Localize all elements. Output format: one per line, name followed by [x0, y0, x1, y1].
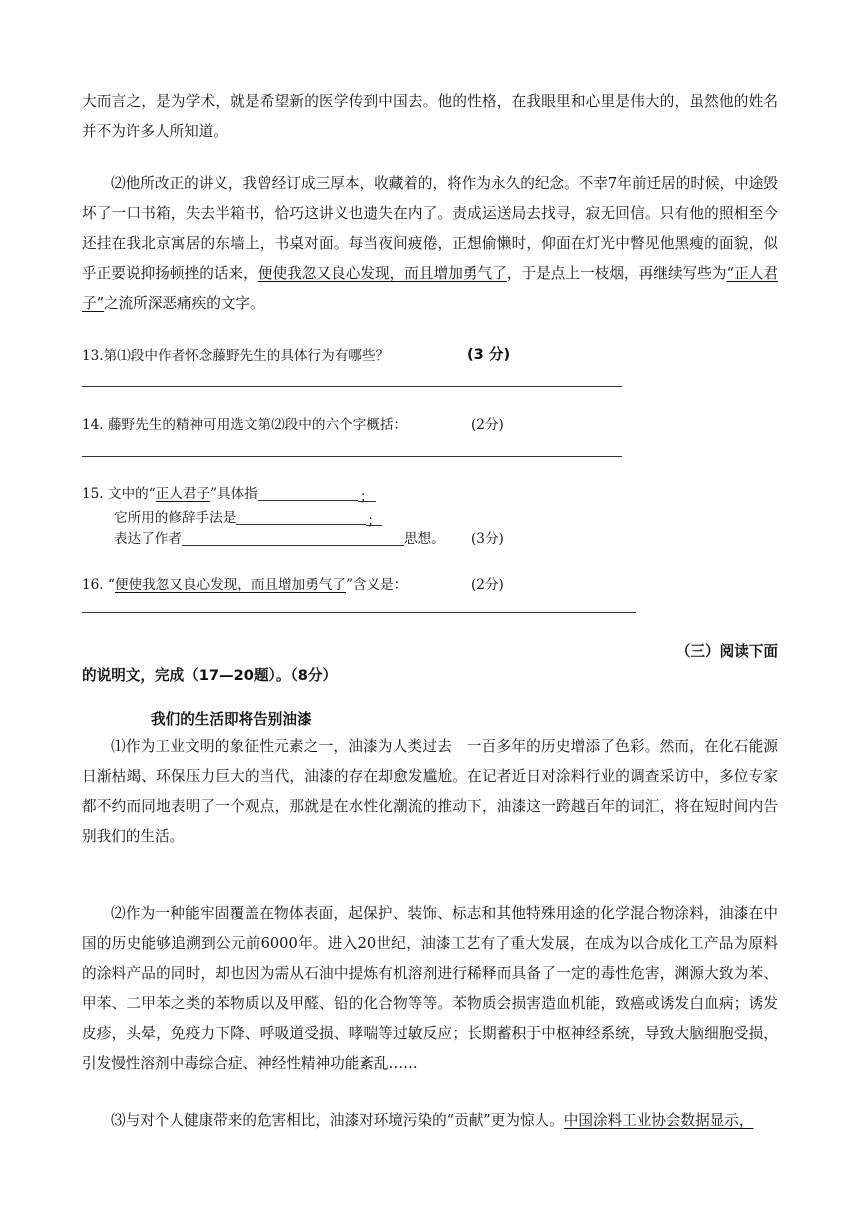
answer-blank-15a[interactable] — [258, 484, 358, 501]
answer-blank-15b[interactable] — [236, 508, 366, 525]
text: 它所用的修辞手法是 — [114, 510, 237, 526]
answer-line-13[interactable] — [82, 386, 622, 387]
paragraph-text: ，于是点上一枝烟，再继续写些为 — [506, 265, 727, 282]
text: ”含义是： — [345, 577, 408, 593]
question-16 — [82, 573, 407, 597]
question-15-line-a — [82, 482, 376, 506]
article-title: 我们的生活即将告别油漆 — [151, 711, 312, 728]
underlined-term: “正人君子” — [82, 265, 778, 312]
underlined-sentence: 便使我忽又良心发现，而且增加勇气了 — [114, 577, 346, 593]
answer-line-14[interactable] — [82, 456, 622, 457]
answer-blank-15c[interactable] — [182, 529, 404, 546]
answer-line-16[interactable] — [82, 612, 636, 613]
question-14-score: (2分) — [471, 417, 504, 433]
semicolon: ； — [358, 485, 376, 502]
section-3-header-part1: （三）阅读下面 — [675, 643, 778, 660]
article-paragraph-1: ⑴作为工业文明的象征性元素之一，油漆为人类过去 一百多年的历史增添了色彩。然而，在化石能源日渐枯竭、环保压力巨大的当代，油漆的存在却愈发尴尬。在记者近日对涂料行业的调查采访中，多位专家都不约而同地表明了一个观点，那就是在水性化潮流的推动下，油漆这一跨越百年的词汇，将在短时间内告别我们的生活。 — [82, 738, 778, 845]
article-paragraph-2: ⑵作为一种能牢固覆盖在物体表面，起保护、装饰、标志和其他特殊用途的化学混合物涂料，油漆在中国的历史能够追溯到公元前6000年。进入20世纪，油漆工艺有了重大发展，在成为以合成化工产品为原料的涂料产品的同时，却也因为需从石油中提炼有机溶剂进行稀释而具备了一定的毒性危害，渊源大致为苯、甲苯、二甲苯之类的苯物质以及甲醛、铅的化合物等等。苯物质会损害造血机能，致癌或诱发白血病；诱发皮疹，头晕，免疫力下降、呼吸道受损、哮喘等过敏反应；长期蓄积于中枢神经系统，导致大脑细胞受损，引发慢性溶剂中毒综合症、神经性精神功能紊乱…… — [82, 905, 778, 1072]
underlined-sentence: 中国涂料工业协会数据显示， — [563, 1112, 754, 1129]
question-13-score: (3 分) — [467, 346, 511, 363]
text: 15. 文中的“ — [82, 486, 156, 502]
passage-paragraph-1-tail — [82, 87, 778, 147]
paragraph-text: ⑶与对个人健康带来的危害相比，油漆对环境污染的“贡献”更为惊人。 — [111, 1112, 564, 1129]
text: 表达了作者 — [114, 531, 182, 547]
passage-paragraph-2 — [82, 169, 778, 319]
question-14: 14. 藤野先生的精神可用选文第⑵段中的六个字概括： — [82, 417, 408, 433]
article-paragraph-3 — [82, 1106, 778, 1136]
paragraph-text: ⑵他所改正的讲义，我曾经订成三厚本，收藏着的，将作为永久的纪念。不幸7年前迁居的时候，中途毁坏了一口书箱，失去半箱书，恰巧这讲义也遗失在内了。责成运送局去找寻，寂无回信。只有他的照相至今还挂在我北京寓居的东墙上，书桌对面。每当夜间疲倦，正想偷懒时，仰面在灯光中瞥见他黑瘦的面貌，似乎正要说抑扬顿挫的话来， — [82, 175, 778, 282]
question-15-score: (3分) — [471, 531, 504, 547]
question-16-score: (2分) — [471, 577, 504, 593]
question-13: 13.第⑴段中作者怀念藤野先生的具体行为有哪些？ — [82, 348, 390, 364]
underlined-sentence: 便使我忽又良心发现，而且增加勇气了 — [257, 265, 507, 282]
text: ”具体指 — [210, 486, 258, 502]
paragraph-text: 大而言之，是为学术，就是希望新的医学传到中国去。他的性格，在我眼里和心里是伟大的，虽然他的姓名并不为许多人所知道。 — [82, 93, 778, 140]
paragraph-text: 之流所深恶痛疾的文字。 — [104, 295, 265, 312]
underlined-term: 正人君子 — [155, 486, 211, 502]
text: 16. “ — [82, 577, 115, 593]
semicolon: ； — [366, 509, 382, 526]
text: 思想。 — [403, 531, 445, 547]
section-3-header-part2: 的说明文，完成（17—20题）。（8分） — [82, 667, 338, 684]
question-15-line-c — [114, 527, 445, 551]
